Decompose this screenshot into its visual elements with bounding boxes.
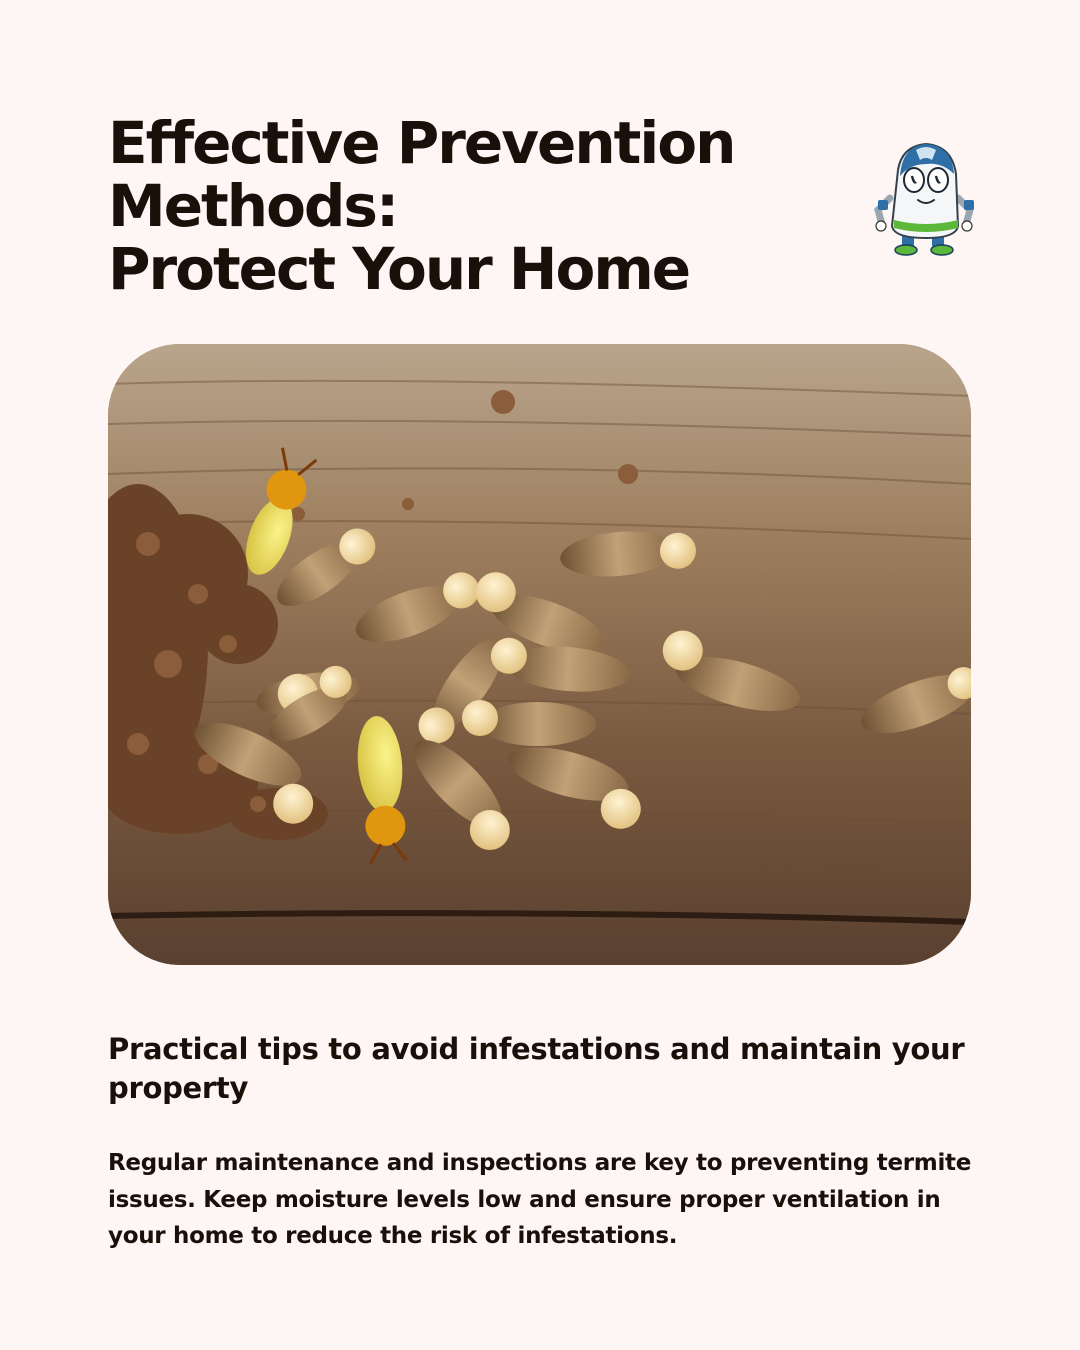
section-subtitle: Practical tips to avoid infestations and maintain your property bbox=[108, 1032, 965, 1105]
page-title bbox=[108, 109, 808, 303]
termite-colony-photo bbox=[108, 344, 971, 965]
title-line-3: Protect Your Home bbox=[108, 235, 690, 303]
title-line-1: Effective Prevention bbox=[108, 109, 735, 177]
body-paragraph: Regular maintenance and inspections are key to preventing termite issues. Keep moisture levels low and ensure proper ventilation in your home to reduce the risk of infestations. bbox=[108, 1150, 972, 1249]
termite-mascot-icon bbox=[872, 136, 980, 258]
title-line-2: Methods: bbox=[108, 172, 398, 240]
